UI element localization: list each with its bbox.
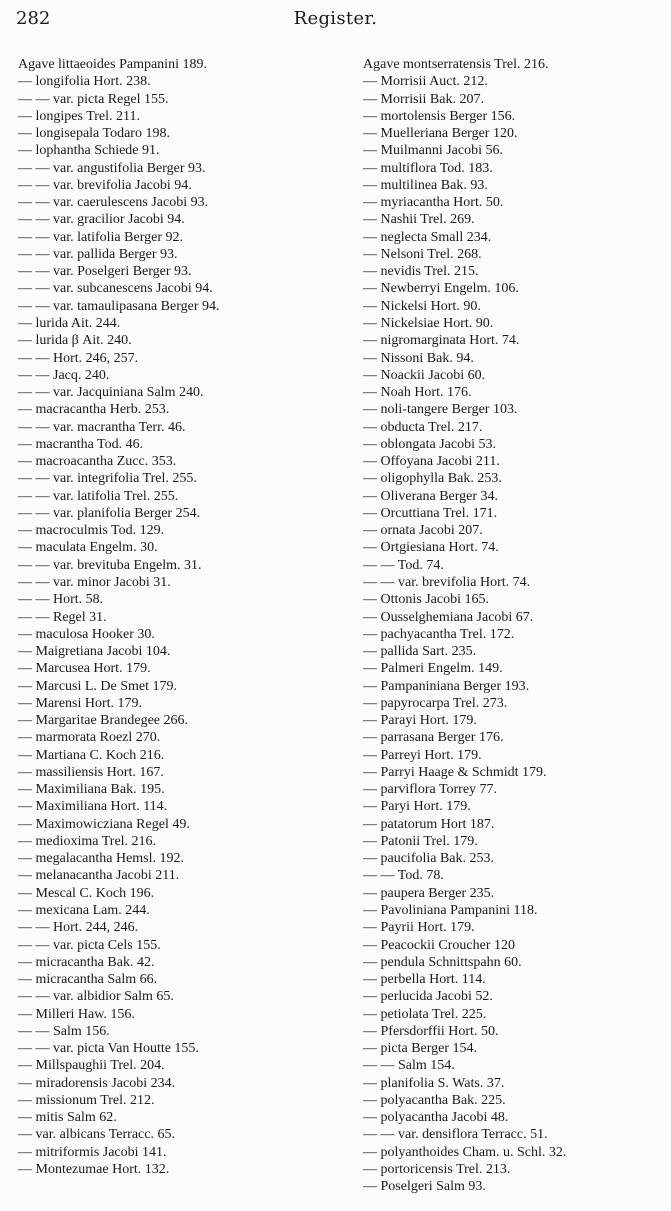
index-entry: — polyanthoides Cham. u. Schl. 32.: [363, 1144, 567, 1160]
index-entry: — massiliensis Hort. 167.: [18, 764, 164, 780]
index-entry: — Pavoliniana Pampanini 118.: [363, 903, 538, 919]
index-entry: — lurida β Ait. 240.: [18, 333, 132, 349]
index-entry: — maculosa Hooker 30.: [18, 626, 155, 642]
index-entry: — papyrocarpa Trel. 273.: [363, 695, 508, 711]
index-entry: — Maximiliana Bak. 195.: [18, 782, 165, 798]
index-entry: — — var. pallida Berger 93.: [18, 246, 178, 262]
index-entry: — multiflora Tod. 183.: [363, 160, 493, 176]
index-entry: — pallida Sart. 235.: [363, 644, 477, 660]
index-entry: — Pampaniniana Berger 193.: [363, 678, 530, 694]
index-entry: — perlucida Jacobi 52.: [363, 989, 493, 1005]
running-title: Register.: [293, 8, 378, 29]
page-number: 282: [16, 8, 51, 29]
index-entry: — planifolia S. Wats. 37.: [363, 1075, 505, 1091]
index-entry: — mitis Salm 62.: [18, 1110, 117, 1126]
index-entry: — patatorum Hort 187.: [363, 816, 495, 832]
index-entry: — Paryi Hort. 179.: [363, 799, 471, 815]
index-entry: — polyacantha Jacobi 48.: [363, 1110, 509, 1126]
index-entry: — Palmeri Engelm. 149.: [363, 661, 503, 677]
index-entry: — perbella Hort. 114.: [363, 972, 486, 988]
index-entry: — macroculmis Tod. 129.: [18, 523, 165, 539]
index-entry: — nigromarginata Hort. 74.: [363, 333, 520, 349]
index-entry: — Marensi Hort. 179.: [18, 695, 143, 711]
index-entry: — — var. subcanescens Jacobi 94.: [18, 281, 213, 297]
index-entry: — — var. Poselgeri Berger 93.: [18, 264, 192, 280]
index-entry: — paupera Berger 235.: [363, 885, 495, 901]
index-entry: — var. albicans Terracc. 65.: [18, 1127, 175, 1143]
index-entry: — melanacantha Jacobi 211.: [18, 868, 180, 884]
index-entry: — — Hort. 244, 246.: [18, 920, 139, 936]
index-entry: — polyacantha Bak. 225.: [363, 1092, 506, 1108]
index-entry: — Noah Hort. 176.: [363, 385, 472, 401]
index-entry: — marmorata Roezl 270.: [18, 730, 161, 746]
index-entry: — — var. gracilior Jacobi 94.: [18, 212, 185, 228]
index-entry: — paucifolia Bak. 253.: [363, 851, 495, 867]
index-entry: — Ortgiesiana Hort. 74.: [363, 540, 499, 556]
index-entry: — mitriformis Jacobi 141.: [18, 1144, 167, 1160]
index-entry: — Orcuttiana Trel. 171.: [363, 505, 498, 521]
index-entry: — — var. Jacquiniana Salm 240.: [18, 385, 204, 401]
index-entry: — Nelsoni Trel. 268.: [363, 246, 482, 262]
index-entry: — — var. densiflora Terracc. 51.: [363, 1127, 548, 1143]
index-entry: — picta Berger 154.: [363, 1041, 478, 1057]
index-entry: — Mescal C. Koch 196.: [18, 885, 155, 901]
index-entry: — — var. latifolia Trel. 255.: [18, 488, 179, 504]
index-entry: — — Jacq. 240.: [18, 367, 110, 383]
index-entry: — miradorensis Jacobi 234.: [18, 1075, 176, 1091]
index-entry: — petiolata Trel. 225.: [363, 1006, 487, 1022]
index-entry: — Muilmanni Jacobi 56.: [363, 143, 503, 159]
index-entry: — — var. albidior Salm 65.: [18, 989, 174, 1005]
index-entry: — — Regel 31.: [18, 609, 107, 625]
index-entry: — Offoyana Jacobi 211.: [363, 454, 500, 470]
index-entry: — medioxima Trel. 216.: [18, 833, 157, 849]
index-entry: — mortolensis Berger 156.: [363, 108, 516, 124]
index-entry: — Maximowicziana Regel 49.: [18, 816, 190, 832]
index-entry: — Peacockii Croucher 120: [363, 937, 516, 953]
index-entry: — Nickelsi Hort. 90.: [363, 298, 481, 314]
index-entry: — — var. integrifolia Trel. 255.: [18, 471, 197, 487]
index-entry: — Noackii Jacobi 60.: [363, 367, 486, 383]
index-entry: — — var. picta Van Houtte 155.: [18, 1041, 199, 1057]
index-entry: — — var. brevifolia Jacobi 94.: [18, 177, 192, 193]
index-entry: — neglecta Small 234.: [363, 229, 492, 245]
index-column-right: [363, 56, 663, 1196]
page-header: [0, 8, 671, 34]
index-entry: — ornata Jacobi 207.: [363, 523, 483, 539]
index-entry: — Martiana C. Koch 216.: [18, 747, 165, 763]
index-entry: — longifolia Hort. 238.: [18, 74, 151, 90]
index-entry: — mexicana Lam. 244.: [18, 903, 150, 919]
index-entry: — Poselgeri Salm 93.: [363, 1179, 486, 1195]
index-entry: — parviflora Torrey 77.: [363, 782, 498, 798]
index-entry: — Morrisii Auct. 212.: [363, 74, 488, 90]
index-entry: — — var. brevituba Engelm. 31.: [18, 557, 202, 573]
index-entry: — micracantha Bak. 42.: [18, 954, 155, 970]
index-entry: — — Tod. 74.: [363, 557, 444, 573]
index-entry: — longipes Trel. 211.: [18, 108, 140, 124]
index-entry: — Morrisii Bak. 207.: [363, 91, 484, 107]
index-entry: — Payrii Hort. 179.: [363, 920, 475, 936]
index-entry: Agave montserratensis Trel. 216.: [363, 57, 549, 72]
index-entry: — Parayi Hort. 179.: [363, 713, 477, 729]
index-entry: — — Salm 156.: [18, 1023, 110, 1039]
index-entry: — pachyacantha Trel. 172.: [363, 626, 515, 642]
index-entry: — Nashii Trel. 269.: [363, 212, 475, 228]
index-entry: — — Hort. 58.: [18, 592, 104, 608]
index-entry: — Maximiliana Hort. 114.: [18, 799, 168, 815]
index-entry: — macracantha Herb. 253.: [18, 402, 170, 418]
index-entry: — parrasana Berger 176.: [363, 730, 504, 746]
index-entry: — oligophylla Bak. 253.: [363, 471, 502, 487]
index-entry: — — var. macrantha Terr. 46.: [18, 419, 186, 435]
index-entry: — Millspaughii Trel. 204.: [18, 1058, 165, 1074]
index-entry: — — var. picta Regel 155.: [18, 91, 169, 107]
index-entry: — macrantha Tod. 46.: [18, 436, 144, 452]
index-entry: — Marcusi L. De Smet 179.: [18, 678, 178, 694]
index-entry: — Ousselghemiana Jacobi 67.: [363, 609, 534, 625]
index-entry: — — var. planifolia Berger 254.: [18, 505, 201, 521]
index-entry: — — var. brevifolia Hort. 74.: [363, 574, 531, 590]
index-entry: — nevidis Trel. 215.: [363, 264, 479, 280]
index-entry: — Pfersdorffii Hort. 50.: [363, 1023, 499, 1039]
index-entry: — megalacantha Hemsl. 192.: [18, 851, 185, 867]
index-entry: — portoricensis Trel. 213.: [363, 1162, 511, 1177]
index-entry: — maculata Engelm. 30.: [18, 540, 158, 556]
index-entry: — Nissoni Bak. 94.: [363, 350, 474, 366]
index-entry: — myriacantha Hort. 50.: [363, 195, 504, 211]
index-entry: — Muelleriana Berger 120.: [363, 126, 518, 142]
index-column-left: [18, 56, 348, 1178]
index-entry: — — var. picta Cels 155.: [18, 937, 161, 953]
index-entry: — lurida Ait. 244.: [18, 315, 121, 331]
index-entry: — Montezumae Hort. 132.: [18, 1162, 170, 1177]
index-entry: — — var. minor Jacobi 31.: [18, 574, 171, 590]
index-entry: — Oliverana Berger 34.: [363, 488, 499, 504]
index-entry: — missionum Trel. 212.: [18, 1092, 155, 1108]
index-entry: — — Hort. 246, 257.: [18, 350, 139, 366]
index-entry: — — var. tamaulipasana Berger 94.: [18, 298, 220, 314]
index-entry: — — var. angustifolia Berger 93.: [18, 160, 206, 176]
index-entry: — Patonii Trel. 179.: [363, 833, 478, 849]
index-entry: — — var. latifolia Berger 92.: [18, 229, 183, 245]
index-entry: — macroacantha Zucc. 353.: [18, 454, 177, 470]
index-entry: — lophantha Schiede 91.: [18, 143, 160, 159]
index-entry: — Marcusea Hort. 179.: [18, 661, 151, 677]
index-entry: — Nickelsiae Hort. 90.: [363, 315, 494, 331]
index-entry: — Maigretiana Jacobi 104.: [18, 644, 171, 660]
index-entry: — — Salm 154.: [363, 1058, 455, 1074]
index-entry: — noli-tangere Berger 103.: [363, 402, 518, 418]
index-entry: — longisepala Todaro 198.: [18, 126, 170, 142]
index-entry: — — var. caerulescens Jacobi 93.: [18, 195, 209, 211]
index-entry: — Margaritae Brandegee 266.: [18, 713, 189, 729]
index-entry: — Parreyi Hort. 179.: [363, 747, 482, 763]
index-entry: — Parryi Haage & Schmidt 179.: [363, 764, 547, 780]
index-entry: — Ottonis Jacobi 165.: [363, 592, 489, 608]
index-entry: — micracantha Salm 66.: [18, 972, 158, 988]
index-entry: — Milleri Haw. 156.: [18, 1006, 135, 1022]
index-entry: — multilinea Bak. 93.: [363, 177, 488, 193]
index-entry: — pendula Schnittspahn 60.: [363, 954, 522, 970]
index-entry: — oblongata Jacobi 53.: [363, 436, 496, 452]
index-entry: — Newberryi Engelm. 106.: [363, 281, 519, 297]
index-entry: Agave littaeoides Pampanini 189.: [18, 57, 207, 72]
index-entry: — — Tod. 78.: [363, 868, 444, 884]
index-entry: — obducta Trel. 217.: [363, 419, 483, 435]
